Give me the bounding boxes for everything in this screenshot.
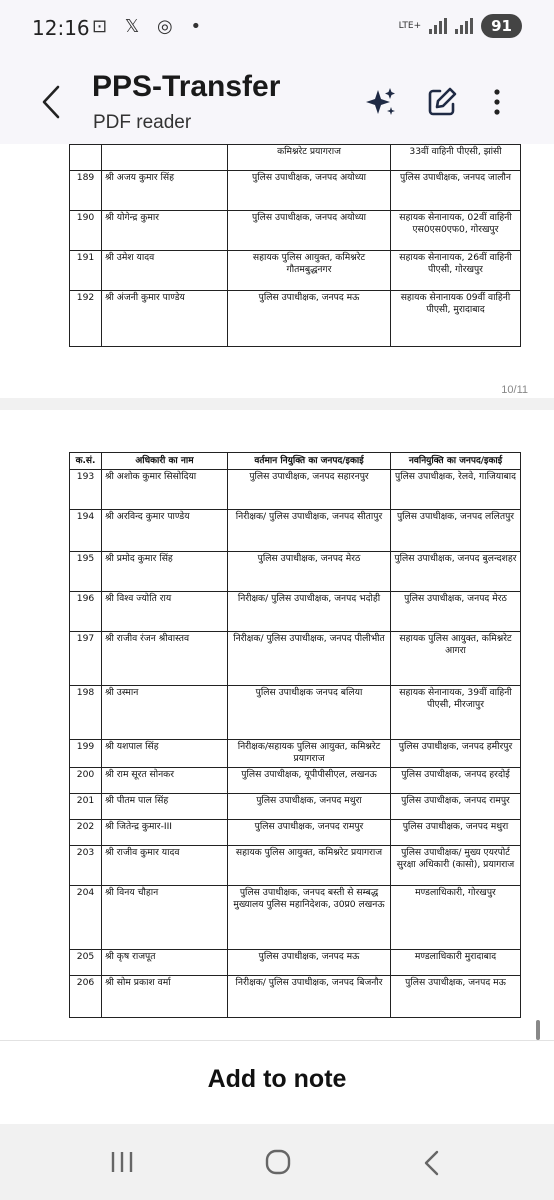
nav-back-button[interactable] bbox=[422, 1150, 442, 1176]
table-row: 197 श्री राजीव रंजन श्रीवास्तव निरीक्षक/ पुलिस उपाधीक्षक, जनपद पीलीभीत सहायक पुलिस आयुक्त, कमिश्नरेट आगरा bbox=[70, 632, 521, 686]
column-header: अधिकारी का नाम bbox=[102, 453, 228, 470]
back-button[interactable] bbox=[38, 84, 68, 120]
document-subtitle: PDF reader bbox=[93, 112, 192, 133]
pdf-page-10 bbox=[0, 144, 554, 398]
table-row: 194 श्री अरविन्द कुमार पाण्डेय निरीक्षक/ पुलिस उपाधीक्षक, जनपद सीतापुर पुलिस उपाधीक्षक, जनपद ललितपुर bbox=[70, 510, 521, 552]
page-indicator: 10/11 bbox=[501, 384, 528, 396]
status-bar bbox=[0, 0, 554, 56]
more-options-button[interactable] bbox=[487, 86, 507, 118]
table-row: 190 श्री योगेन्द्र कुमार पुलिस उपाधीक्षक, जनपद अयोध्या सहायक सेनानायक, 02वीं वाहिनी एस0एस0एफ0, गोरखपुर bbox=[70, 211, 521, 251]
table-row: 193 श्री अशोक कुमार सिसोदिया पुलिस उपाधीक्षक, जनपद सहारनपुर पुलिस उपाधीक्षक, रेलवे, गाजियाबाद bbox=[70, 470, 521, 510]
recents-icon bbox=[108, 1150, 136, 1174]
table-row: 195 श्री प्रमोद कुमार सिंह पुलिस उपाधीक्षक, जनपद मेरठ पुलिस उपाधीक्षक, जनपद बुलन्दशहर bbox=[70, 552, 521, 592]
table-row: 203 श्री राजीव कुमार यादव सहायक पुलिस आयुक्त, कमिश्नरेट प्रयागराज पुलिस उपाधीक्षक/ मुख्य एयरपोर्ट सुरक्षा अधिकारी (कासो), प्रयागराज bbox=[70, 846, 521, 886]
more-vertical-icon bbox=[487, 86, 507, 118]
scrollbar[interactable] bbox=[536, 1020, 540, 1040]
column-header: वर्तमान नियुक्ति का जनपद/इकाई bbox=[228, 453, 391, 470]
network-type: LTE+ bbox=[398, 21, 422, 31]
sparkle-icon bbox=[365, 86, 397, 118]
document-title: PPS-Transfer bbox=[92, 70, 281, 103]
edit-button[interactable] bbox=[426, 86, 458, 118]
pdf-page-11 bbox=[0, 410, 554, 1050]
table-row: 192 श्री अंजनी कुमार पाण्डेय पुलिस उपाधीक्षक, जनपद मऊ सहायक सेनानायक 09वीं वाहिनी पीएसी, मुरादाबाद bbox=[70, 291, 521, 347]
notification-icons: ⊡ 𝕏 ◎ • bbox=[92, 16, 208, 37]
chevron-left-icon bbox=[38, 84, 68, 120]
transfer-table-page-11 bbox=[69, 452, 521, 1018]
table-row: 206 श्री सोम प्रकाश वर्मा निरीक्षक/ पुलिस उपाधीक्षक, जनपद बिजनौर पुलिस उपाधीक्षक, जनपद मऊ bbox=[70, 976, 521, 1018]
table-row: 196 श्री विश्व ज्योति राय निरीक्षक/ पुलिस उपाधीक्षक, जनपद भदोही पुलिस उपाधीक्षक, जनपद मेरठ bbox=[70, 592, 521, 632]
signal-icon bbox=[429, 18, 447, 34]
status-right bbox=[399, 14, 522, 38]
home-icon bbox=[264, 1148, 292, 1176]
table-row: 189 श्री अजय कुमार सिंह पुलिस उपाधीक्षक, जनपद अयोध्या पुलिस उपाधीक्षक, जनपद जालौन bbox=[70, 171, 521, 211]
table-row: 200 श्री राम सूरत सोनकर पुलिस उपाधीक्षक, यूपीपीसीएल, लखनऊ पुलिस उपाधीक्षक, जनपद हरदोई bbox=[70, 768, 521, 794]
home-button[interactable] bbox=[264, 1148, 292, 1176]
table-row: 205 श्री कृष राजपूत पुलिस उपाधीक्षक, जनपद मऊ मण्डलाधिकारी मुरादाबाद bbox=[70, 950, 521, 976]
column-header: नवनियुक्ति का जनपद/इकाई bbox=[391, 453, 521, 470]
table-row: 191 श्री उमेश यादव सहायक पुलिस आयुक्त, कमिश्नरेट गौतमबुद्धनगर सहायक सेनानायक, 26वीं वाहिनी पीएसी, गोरखपुर bbox=[70, 251, 521, 291]
add-to-note-label: Add to note bbox=[207, 1065, 347, 1093]
signal-2-icon bbox=[455, 18, 473, 34]
transfer-table-page-10 bbox=[69, 144, 521, 347]
table-row: 204 श्री विनय चौहान पुलिस उपाधीक्षक, जनपद बस्ती से सम्बद्ध मुख्यालय पुलिस महानिदेशक, उ0प्र0 लखनऊ मण्डलाधिकारी, गोरखपुर bbox=[70, 886, 521, 950]
table-row: कमिश्नरेट प्रयागराज 33वीं वाहिनी पीएसी, झांसी bbox=[70, 145, 521, 171]
back-arrow-icon bbox=[422, 1150, 442, 1176]
app-header bbox=[0, 56, 554, 144]
ai-assist-button[interactable] bbox=[365, 86, 397, 118]
table-row: 199 श्री यशपाल सिंह निरीक्षक/सहायक पुलिस आयुक्त, कमिश्नरेट प्रयागराज पुलिस उपाधीक्षक, जनपद हमीरपुर bbox=[70, 740, 521, 768]
recents-button[interactable] bbox=[108, 1150, 136, 1174]
add-to-note-button[interactable] bbox=[0, 1040, 554, 1124]
table-row: 202 श्री जितेन्द्र कुमार-III पुलिस उपाधीक्षक, जनपद रामपुर पुलिस उपाधीक्षक, जनपद मथुरा bbox=[70, 820, 521, 846]
table-header-row bbox=[70, 453, 521, 470]
system-nav-bar bbox=[0, 1124, 554, 1200]
status-time: 12:16 bbox=[32, 16, 90, 40]
column-header: क.सं. bbox=[70, 453, 102, 470]
table-row: 198 श्री उस्मान पुलिस उपाधीक्षक जनपद बलिया सहायक सेनानायक, 39वीं वाहिनी पीएसी, मीरजापुर bbox=[70, 686, 521, 740]
table-row: 201 श्री पीतम पाल सिंह पुलिस उपाधीक्षक, जनपद मथुरा पुलिस उपाधीक्षक, जनपद रामपुर bbox=[70, 794, 521, 820]
edit-icon bbox=[426, 86, 458, 118]
battery-badge: 91 bbox=[481, 14, 522, 38]
